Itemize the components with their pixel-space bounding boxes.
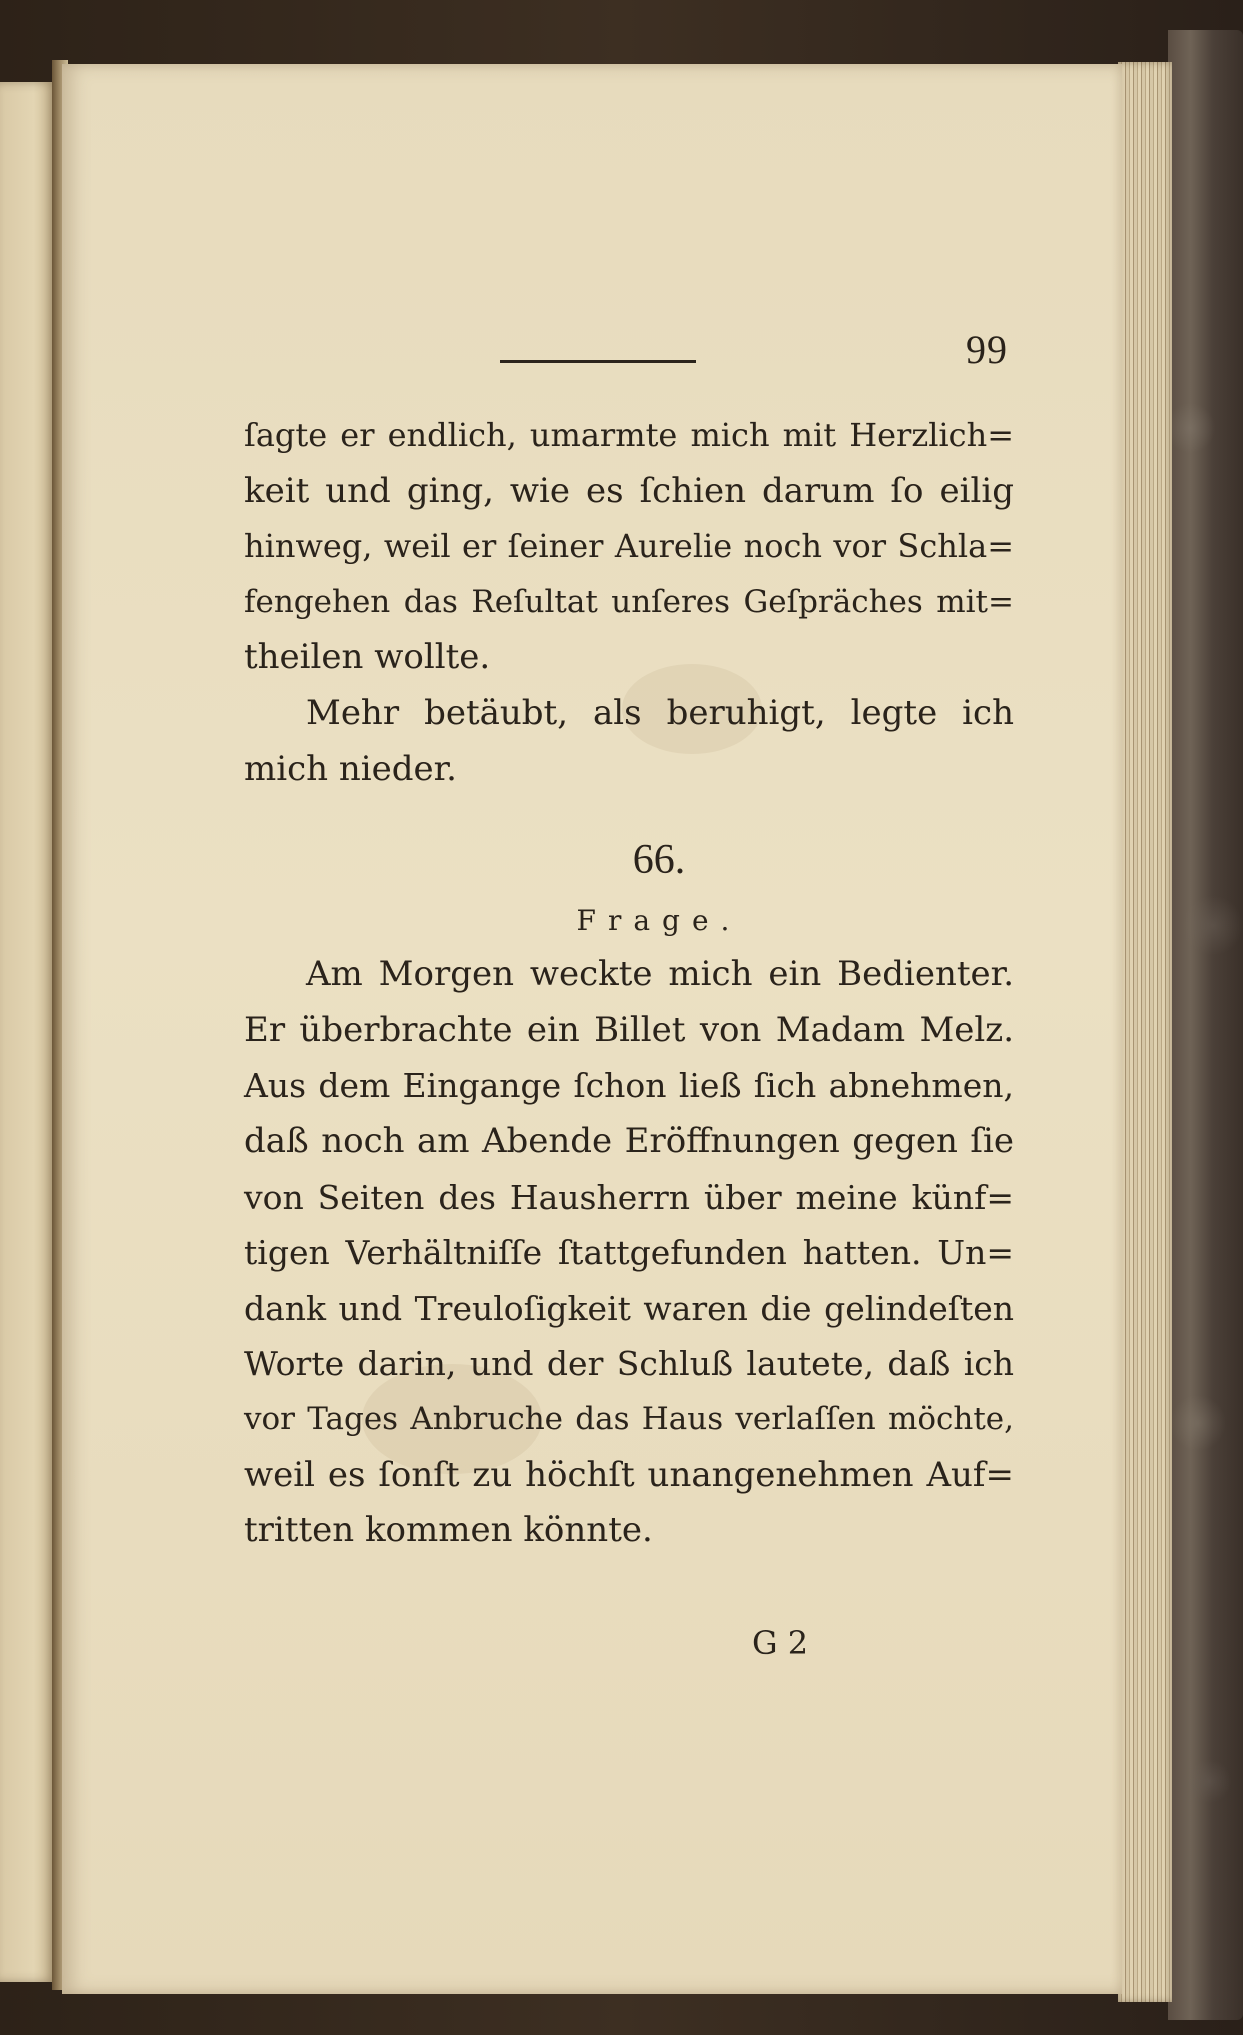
text-line: mich nieder.	[244, 748, 457, 789]
page-edges	[1118, 62, 1172, 2002]
text-line: Worte darin, und der Schluß lautete, daß ich	[244, 1344, 1014, 1384]
text-line: hinweg, weil er ſeiner Aurelie noch vor Schla=	[244, 527, 1014, 566]
text-line: Am Morgen weckte mich ein Bedienter.	[306, 954, 1014, 995]
text-line: Aus dem Eingange ſchon ließ ſich abnehmen,	[244, 1066, 1014, 1106]
header-rule	[500, 360, 696, 363]
text-line: tigen Verhältniſſe ſtattgefunden hatten. Un=	[244, 1233, 1014, 1273]
text-line: vor Tages Anbruche das Haus verlaſſen möchte,	[244, 1400, 1014, 1437]
paragraph-1	[244, 408, 1014, 686]
text-line: theilen wollte.	[244, 637, 491, 678]
printer-signature: G 2	[752, 1624, 809, 1662]
text-line: keit und ging, wie es ſchien darum ſo eilig	[244, 470, 1014, 511]
text-line: weil es ſonſt zu höchſt unangenehmen Auf=	[244, 1454, 1014, 1495]
text-line: von Seiten des Hausherrn über meine künf=	[244, 1177, 1014, 1217]
page-header	[244, 322, 1014, 392]
text-line: dank und Treuloſigkeit waren die gelindeſten	[244, 1288, 1014, 1328]
text-line: Er überbrachte ein Billet von Madam Melz.	[244, 1009, 1014, 1050]
page-number: 99	[966, 327, 1008, 372]
previous-page-edge	[0, 82, 56, 1982]
section-title: Frage.	[576, 904, 742, 938]
book-cover	[1168, 30, 1243, 2020]
cover-marbling	[1168, 30, 1243, 2020]
text-line: tritten kommen könnte.	[244, 1510, 653, 1551]
text-line: Mehr betäubt, als beruhigt, legte ich	[306, 692, 1014, 733]
paragraph-2	[244, 686, 1014, 797]
text-line: fengehen das Reſultat unſeres Geſpräches mit=	[244, 583, 1014, 620]
text-block	[244, 322, 1014, 1559]
book-page	[62, 64, 1122, 1994]
paragraph-3	[244, 947, 1014, 1559]
text-line: daß noch am Abende Eröffnungen gegen ſie	[244, 1120, 1014, 1161]
text-line: ſagte er endlich, umarmte mich mit Herzlich=	[244, 416, 1014, 454]
section-number: 66.	[632, 837, 686, 884]
